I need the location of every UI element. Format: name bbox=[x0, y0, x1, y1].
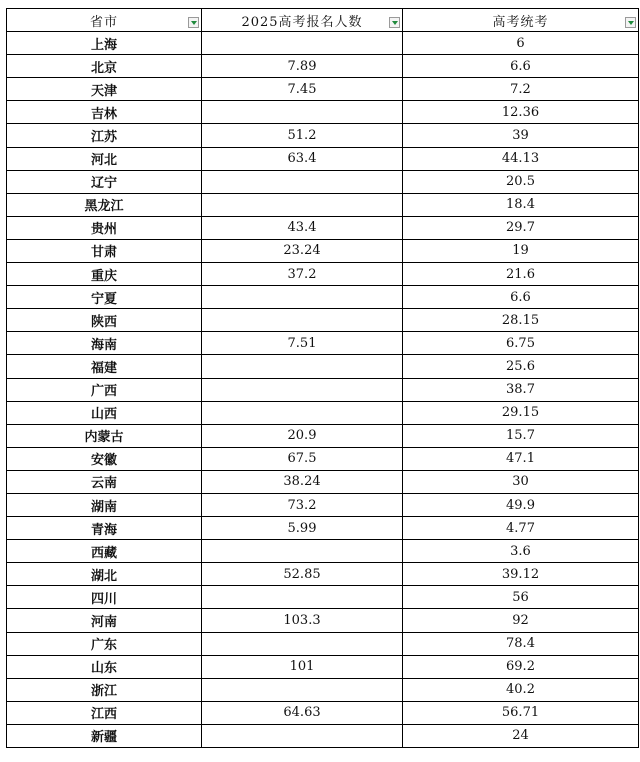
cell-applicants[interactable] bbox=[202, 401, 403, 424]
table-row bbox=[7, 101, 639, 124]
cell-exam[interactable]: 29.15 bbox=[403, 401, 639, 424]
cell-exam[interactable]: 24 bbox=[403, 724, 639, 747]
cell-exam[interactable]: 18.4 bbox=[403, 193, 639, 216]
cell-province[interactable]: 新疆 bbox=[7, 724, 202, 747]
cell-exam[interactable]: 21.6 bbox=[403, 263, 639, 286]
table-row bbox=[7, 493, 639, 516]
cell-exam[interactable]: 56 bbox=[403, 586, 639, 609]
header-exam[interactable] bbox=[403, 9, 639, 32]
cell-exam[interactable]: 39 bbox=[403, 124, 639, 147]
table-row bbox=[7, 655, 639, 678]
cell-province[interactable]: 河南 bbox=[7, 609, 202, 632]
header-label: 省市 bbox=[89, 14, 118, 30]
cell-applicants[interactable]: 23.24 bbox=[202, 239, 403, 262]
cell-exam[interactable]: 49.9 bbox=[403, 493, 639, 516]
table-row bbox=[7, 55, 639, 78]
cell-exam[interactable]: 19 bbox=[403, 239, 639, 262]
cell-exam[interactable]: 3.6 bbox=[403, 540, 639, 563]
cell-exam[interactable]: 6.6 bbox=[403, 286, 639, 309]
cell-applicants[interactable] bbox=[202, 309, 403, 332]
table-row bbox=[7, 239, 639, 262]
table-row bbox=[7, 563, 639, 586]
cell-province[interactable]: 辽宁 bbox=[7, 170, 202, 193]
cell-province[interactable]: 江苏 bbox=[7, 124, 202, 147]
cell-applicants[interactable]: 67.5 bbox=[202, 447, 403, 470]
cell-exam[interactable]: 12.36 bbox=[403, 101, 639, 124]
cell-applicants[interactable]: 5.99 bbox=[202, 517, 403, 540]
cell-province[interactable]: 安徽 bbox=[7, 447, 202, 470]
cell-applicants[interactable] bbox=[202, 101, 403, 124]
cell-applicants[interactable] bbox=[202, 378, 403, 401]
cell-exam[interactable]: 92 bbox=[403, 609, 639, 632]
cell-applicants[interactable]: 37.2 bbox=[202, 263, 403, 286]
cell-applicants[interactable] bbox=[202, 32, 403, 55]
cell-exam[interactable]: 25.6 bbox=[403, 355, 639, 378]
cell-province[interactable]: 山东 bbox=[7, 655, 202, 678]
header-province[interactable] bbox=[7, 9, 202, 32]
data-table bbox=[6, 8, 639, 748]
cell-province[interactable]: 内蒙古 bbox=[7, 424, 202, 447]
table-row bbox=[7, 701, 639, 724]
table-row bbox=[7, 78, 639, 101]
cell-applicants[interactable] bbox=[202, 286, 403, 309]
table-row bbox=[7, 332, 639, 355]
cell-applicants[interactable] bbox=[202, 193, 403, 216]
cell-applicants[interactable] bbox=[202, 170, 403, 193]
cell-province[interactable]: 吉林 bbox=[7, 101, 202, 124]
cell-province[interactable]: 西藏 bbox=[7, 540, 202, 563]
table-row bbox=[7, 124, 639, 147]
table-row bbox=[7, 724, 639, 747]
table-row bbox=[7, 147, 639, 170]
cell-applicants[interactable] bbox=[202, 586, 403, 609]
table-row bbox=[7, 216, 639, 239]
cell-exam[interactable]: 56.71 bbox=[403, 701, 639, 724]
table-row bbox=[7, 32, 639, 55]
cell-province[interactable]: 青海 bbox=[7, 517, 202, 540]
table-row bbox=[7, 609, 639, 632]
cell-province[interactable]: 四川 bbox=[7, 586, 202, 609]
cell-exam[interactable]: 78.4 bbox=[403, 632, 639, 655]
cell-exam[interactable]: 44.13 bbox=[403, 147, 639, 170]
cell-province[interactable]: 上海 bbox=[7, 32, 202, 55]
cell-province[interactable]: 甘肃 bbox=[7, 239, 202, 262]
table-row bbox=[7, 540, 639, 563]
cell-exam[interactable]: 7.2 bbox=[403, 78, 639, 101]
header-row bbox=[7, 9, 639, 32]
cell-exam[interactable]: 6 bbox=[403, 32, 639, 55]
cell-exam[interactable]: 4.77 bbox=[403, 517, 639, 540]
cell-province[interactable]: 广东 bbox=[7, 632, 202, 655]
cell-exam[interactable]: 20.5 bbox=[403, 170, 639, 193]
cell-province[interactable]: 黑龙江 bbox=[7, 193, 202, 216]
header-label: 高考统考 bbox=[492, 14, 549, 30]
cell-province[interactable]: 广西 bbox=[7, 378, 202, 401]
cell-exam[interactable]: 30 bbox=[403, 470, 639, 493]
table-row bbox=[7, 309, 639, 332]
table-row bbox=[7, 632, 639, 655]
cell-exam[interactable]: 28.15 bbox=[403, 309, 639, 332]
cell-province[interactable]: 云南 bbox=[7, 470, 202, 493]
cell-applicants[interactable] bbox=[202, 540, 403, 563]
cell-exam[interactable]: 38.7 bbox=[403, 378, 639, 401]
table-row bbox=[7, 470, 639, 493]
cell-province[interactable]: 陕西 bbox=[7, 309, 202, 332]
table-row bbox=[7, 355, 639, 378]
cell-applicants[interactable] bbox=[202, 632, 403, 655]
cell-province[interactable]: 湖南 bbox=[7, 493, 202, 516]
cell-applicants[interactable]: 103.3 bbox=[202, 609, 403, 632]
table-row bbox=[7, 401, 639, 424]
table-row bbox=[7, 447, 639, 470]
cell-exam[interactable]: 6.75 bbox=[403, 332, 639, 355]
table-row bbox=[7, 586, 639, 609]
cell-exam[interactable]: 6.6 bbox=[403, 55, 639, 78]
cell-applicants[interactable] bbox=[202, 724, 403, 747]
table-row bbox=[7, 678, 639, 701]
cell-province[interactable]: 北京 bbox=[7, 55, 202, 78]
cell-exam[interactable]: 47.1 bbox=[403, 447, 639, 470]
cell-province[interactable]: 江西 bbox=[7, 701, 202, 724]
header-applicants[interactable] bbox=[202, 9, 403, 32]
cell-province[interactable]: 福建 bbox=[7, 355, 202, 378]
cell-applicants[interactable]: 101 bbox=[202, 655, 403, 678]
cell-exam[interactable]: 40.2 bbox=[403, 678, 639, 701]
cell-province[interactable]: 河北 bbox=[7, 147, 202, 170]
cell-province[interactable]: 浙江 bbox=[7, 678, 202, 701]
cell-applicants[interactable]: 7.89 bbox=[202, 55, 403, 78]
cell-applicants[interactable] bbox=[202, 678, 403, 701]
cell-province[interactable]: 贵州 bbox=[7, 216, 202, 239]
cell-applicants[interactable]: 51.2 bbox=[202, 124, 403, 147]
cell-applicants[interactable]: 73.2 bbox=[202, 493, 403, 516]
cell-province[interactable]: 重庆 bbox=[7, 263, 202, 286]
table-row bbox=[7, 263, 639, 286]
cell-applicants[interactable]: 7.45 bbox=[202, 78, 403, 101]
cell-exam[interactable]: 15.7 bbox=[403, 424, 639, 447]
table-row bbox=[7, 286, 639, 309]
cell-exam[interactable]: 39.12 bbox=[403, 563, 639, 586]
cell-applicants[interactable]: 52.85 bbox=[202, 563, 403, 586]
cell-province[interactable]: 海南 bbox=[7, 332, 202, 355]
cell-province[interactable]: 湖北 bbox=[7, 563, 202, 586]
filter-dropdown-icon[interactable] bbox=[188, 17, 199, 28]
filter-dropdown-icon[interactable] bbox=[625, 17, 636, 28]
cell-applicants[interactable]: 38.24 bbox=[202, 470, 403, 493]
table-row bbox=[7, 193, 639, 216]
cell-applicants[interactable] bbox=[202, 355, 403, 378]
cell-province[interactable]: 天津 bbox=[7, 78, 202, 101]
cell-province[interactable]: 山西 bbox=[7, 401, 202, 424]
table-row bbox=[7, 424, 639, 447]
cell-applicants[interactable]: 20.9 bbox=[202, 424, 403, 447]
cell-exam[interactable]: 69.2 bbox=[403, 655, 639, 678]
table-row bbox=[7, 517, 639, 540]
cell-applicants[interactable]: 43.4 bbox=[202, 216, 403, 239]
table-row bbox=[7, 378, 639, 401]
cell-province[interactable]: 宁夏 bbox=[7, 286, 202, 309]
filter-dropdown-icon[interactable] bbox=[389, 17, 400, 28]
cell-applicants[interactable]: 64.63 bbox=[202, 701, 403, 724]
table-row bbox=[7, 170, 639, 193]
header-label: 2025高考报名人数 bbox=[241, 14, 363, 30]
cell-exam[interactable]: 29.7 bbox=[403, 216, 639, 239]
cell-applicants[interactable]: 63.4 bbox=[202, 147, 403, 170]
cell-applicants[interactable]: 7.51 bbox=[202, 332, 403, 355]
